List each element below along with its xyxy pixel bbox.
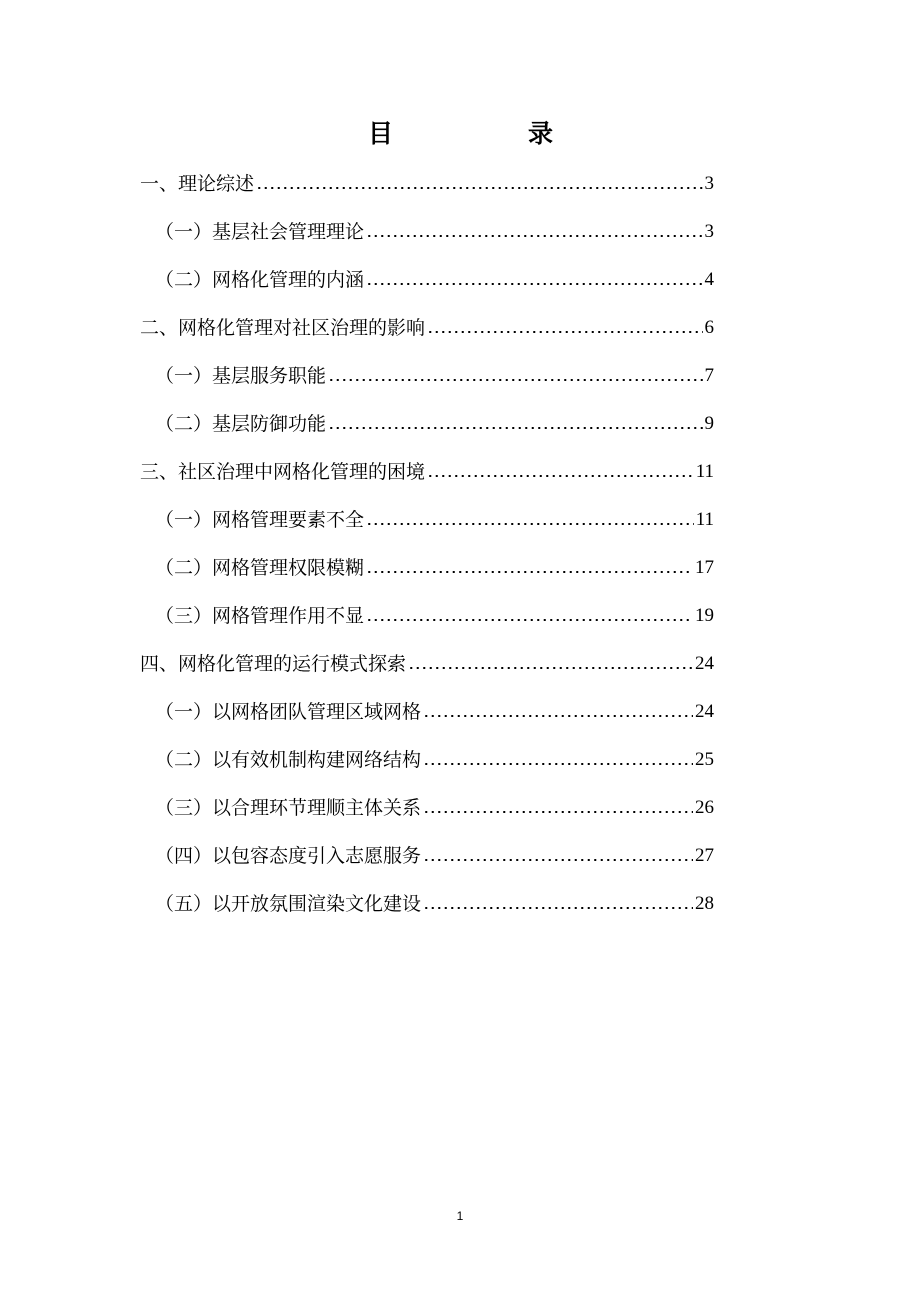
toc-entry-label: （三）网格管理作用不显 xyxy=(155,605,365,627)
toc-entry-label: （二）基层防御功能 xyxy=(155,413,327,435)
toc-dot-leader xyxy=(366,619,693,621)
toc-entry-label: （三）以合理环节理顺主体关系 xyxy=(155,797,422,819)
toc-dot-leader xyxy=(423,859,693,861)
toc-entry-label: （一）以网格团队管理区域网格 xyxy=(155,701,422,723)
toc-entry-page: 7 xyxy=(704,365,714,386)
toc-entry-label: （二）以有效机制构建网络结构 xyxy=(155,749,422,771)
toc-entry-label: 四、网格化管理的运行模式探索 xyxy=(140,653,407,675)
toc-entry[interactable] xyxy=(140,454,714,490)
toc-entry[interactable] xyxy=(155,406,714,442)
toc-title xyxy=(0,114,920,154)
toc-entry[interactable] xyxy=(140,166,714,202)
toc-entry-page: 11 xyxy=(695,509,714,530)
toc-entry-label: （一）基层社会管理理论 xyxy=(155,221,365,243)
toc-dot-leader xyxy=(423,715,693,717)
toc-entry-page: 3 xyxy=(704,221,714,242)
toc-entry-label: （五）以开放氛围渲染文化建设 xyxy=(155,893,422,915)
toc-title-char-2: 录 xyxy=(528,119,554,148)
toc-dot-leader xyxy=(328,379,702,381)
toc-entry[interactable] xyxy=(155,358,714,394)
toc-entry-page: 24 xyxy=(695,653,714,674)
toc-dot-leader xyxy=(423,907,693,909)
toc-entry[interactable] xyxy=(155,790,714,826)
toc-entry[interactable] xyxy=(155,550,714,586)
toc-entry-label: （一）基层服务职能 xyxy=(155,365,327,387)
toc-entry[interactable] xyxy=(155,502,714,538)
toc-entry-label: （二）网格管理权限模糊 xyxy=(155,557,365,579)
toc-entry[interactable] xyxy=(140,310,714,346)
toc-dot-leader xyxy=(427,475,694,477)
toc-entry-page: 11 xyxy=(695,461,714,482)
toc-entry-page: 17 xyxy=(695,557,714,578)
toc-entry-label: （四）以包容态度引入志愿服务 xyxy=(155,845,422,867)
toc-dot-leader xyxy=(423,763,693,765)
toc-entry-page: 28 xyxy=(695,893,714,914)
toc-entry-page: 19 xyxy=(695,605,714,626)
toc-dot-leader xyxy=(256,187,702,189)
toc-dot-leader xyxy=(366,523,694,525)
toc-title-char-1: 目 xyxy=(368,119,394,148)
toc-entry-page: 27 xyxy=(695,845,714,866)
toc-entry-page: 9 xyxy=(704,413,714,434)
toc-entry[interactable] xyxy=(155,214,714,250)
toc-dot-leader xyxy=(328,427,702,429)
toc-entry-label: 三、社区治理中网格化管理的困境 xyxy=(140,461,426,483)
toc-entry-label: （二）网格化管理的内涵 xyxy=(155,269,365,291)
toc-entry-label: 二、网格化管理对社区治理的影响 xyxy=(140,317,426,339)
toc-entry[interactable] xyxy=(155,838,714,874)
toc-dot-leader xyxy=(366,235,702,237)
toc-dot-leader xyxy=(427,331,702,333)
toc-entry-page: 25 xyxy=(695,749,714,770)
toc-dot-leader xyxy=(423,811,693,813)
toc-entry[interactable] xyxy=(155,742,714,778)
toc-dot-leader xyxy=(366,283,702,285)
toc-entry-page: 6 xyxy=(704,317,714,338)
toc-entry-label: （一）网格管理要素不全 xyxy=(155,509,365,531)
toc-entry-label: 一、理论综述 xyxy=(140,173,255,195)
toc-entry[interactable] xyxy=(155,886,714,922)
toc-entry[interactable] xyxy=(140,646,714,682)
toc-entry-page: 26 xyxy=(695,797,714,818)
toc-dot-leader xyxy=(366,571,693,573)
toc-entry[interactable] xyxy=(155,598,714,634)
footer-page-number: 1 xyxy=(456,1209,464,1223)
toc-dot-leader xyxy=(408,667,693,669)
toc-entry-page: 3 xyxy=(704,173,714,194)
toc-entry-page: 24 xyxy=(695,701,714,722)
toc-entry[interactable] xyxy=(155,262,714,298)
toc-entry-page: 4 xyxy=(704,269,714,290)
toc-entry[interactable] xyxy=(155,694,714,730)
